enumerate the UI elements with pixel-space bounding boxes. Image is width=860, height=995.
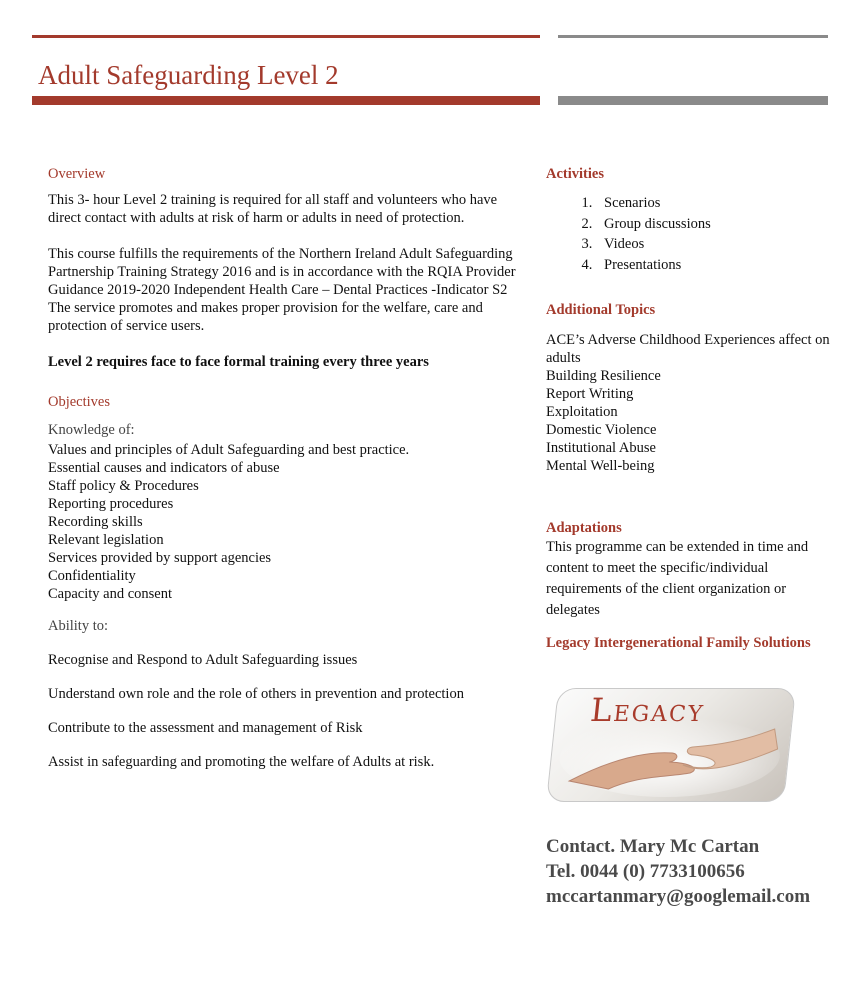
ability-list: [48, 651, 518, 771]
list-item: 3. Videos: [596, 234, 836, 255]
header-rule-red-bottom: [32, 96, 540, 105]
list-item: Report Writing: [546, 386, 634, 402]
contact-block: [546, 834, 810, 909]
ability-label: Ability to:: [48, 618, 109, 634]
overview-heading: Overview: [48, 166, 106, 182]
adaptations-heading: Adaptations: [546, 520, 622, 536]
left-column: [48, 165, 518, 787]
list-item: Institutional Abuse: [546, 440, 656, 456]
overview-paragraph-1: This 3- hour Level 2 training is required for all staff and volunteers who have direct contact with adults at risk of harm or adults in need of protection.: [48, 192, 498, 226]
legacy-logo-card: [546, 688, 796, 802]
list-item: Recognise and Respond to Adult Safeguarding issues: [48, 652, 358, 668]
additional-topics-heading: Additional Topics: [546, 302, 656, 318]
objectives-heading: Objectives: [48, 394, 111, 410]
header-rule-grey-bottom: [558, 96, 828, 105]
list-item: Services provided by support agencies: [48, 550, 272, 566]
list-item: Reporting procedures: [48, 496, 174, 512]
list-item: Building Resilience: [546, 368, 661, 384]
list-item: Assist in safeguarding and promoting the welfare of Adults at risk.: [48, 754, 435, 770]
list-item: Mental Well-being: [546, 458, 655, 474]
overview-requirement: Level 2 requires face to face formal training every three years: [48, 354, 429, 370]
list-item: ACE’s Adverse Childhood Experiences affect on adults: [546, 332, 830, 366]
legacy-logo: [552, 688, 790, 802]
list-item: Recording skills: [48, 514, 143, 530]
knowledge-list: [48, 441, 518, 603]
list-item: Values and principles of Adult Safeguarding and best practice.: [48, 442, 410, 458]
list-item: Essential causes and indicators of abuse: [48, 460, 280, 476]
activities-list: [546, 193, 836, 275]
list-item: 1. Scenarios: [596, 193, 836, 214]
list-item: Relevant legislation: [48, 532, 164, 548]
list-item: Domestic Violence: [546, 422, 657, 438]
adaptations-text: This programme can be extended in time and content to meet the specific/individual requirements of the client organization or delegates: [546, 539, 809, 618]
list-item: Understand own role and the role of others in prevention and protection: [48, 686, 464, 702]
contact-tel: Tel. 0044 (0) 7733100656: [546, 861, 745, 882]
list-item: Confidentiality: [48, 568, 136, 584]
legacy-logo-text: Legacy: [588, 691, 707, 729]
list-item: Exploitation: [546, 404, 618, 420]
list-item: 2. Group discussions: [596, 214, 836, 235]
list-item: Staff policy & Procedures: [48, 478, 199, 494]
header-rule-grey-top: [558, 35, 828, 38]
contact-email[interactable]: mccartanmary@googlemail.com: [546, 886, 811, 907]
list-item: 4. Presentations: [596, 255, 836, 276]
right-column: [546, 165, 836, 654]
header-rule-red-top: [32, 35, 540, 38]
list-item: Capacity and consent: [48, 586, 173, 602]
overview-paragraph-2: This course fulfills the requirements of the Northern Ireland Adult Safeguarding Partnership Training Strategy 2016 and is in accordance with the RQIA Provider Guidance 2019-2020 Independent Health Care – Dental Practices -Indicator S2 The service promotes and makes proper provision for the welfare, care and protection of service users.: [48, 246, 516, 334]
list-item: Contribute to the assessment and management of Risk: [48, 720, 363, 736]
contact-name: Contact. Mary Mc Cartan: [546, 836, 760, 857]
activities-heading: Activities: [546, 166, 604, 182]
legacy-heading: Legacy Intergenerational Family Solutions: [546, 635, 811, 651]
knowledge-label: Knowledge of:: [48, 422, 135, 438]
page-title: Adult Safeguarding Level 2: [38, 60, 339, 90]
additional-topics-list: [546, 331, 836, 475]
